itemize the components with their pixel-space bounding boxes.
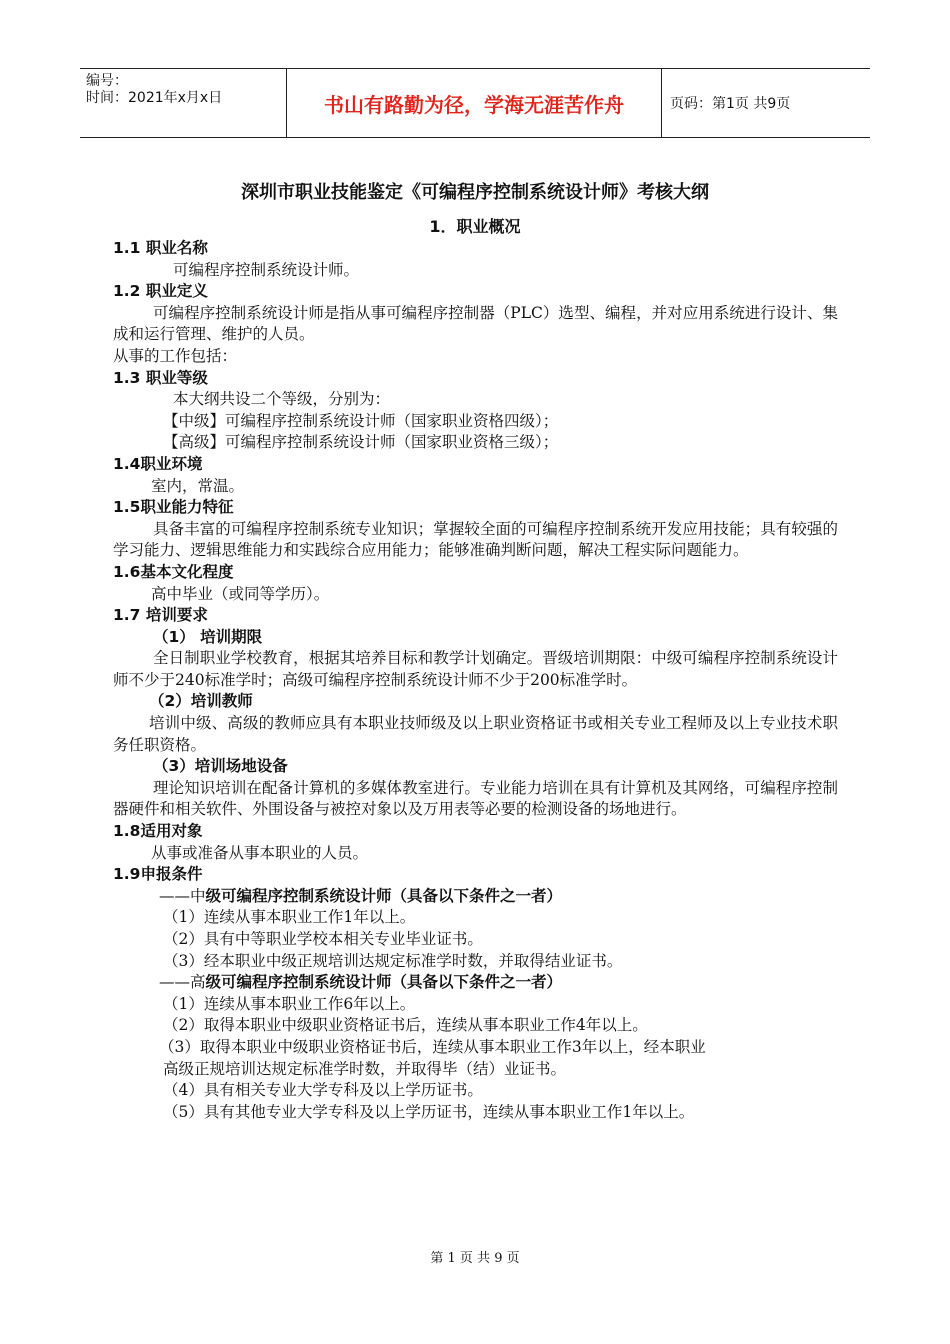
paragraph: 培训中级、高级的教师应具有本职业技师级及以上职业资格证书或相关专业工程师及以上专业技术职务任职资格。 [113,714,838,754]
list-item: （5）具有其他专业大学专科及以上学历证书，连续从事本职业工作1年以上。 [163,1102,695,1121]
list-item: （2）具有中等职业学校本相关专业毕业证书。 [163,930,483,948]
page-label: 页码：第1页 共9页 [670,96,791,112]
heading-1-9: 1.9申报条件 [113,865,203,884]
paragraph: 可编程序控制系统设计师。 [173,260,360,279]
section-title: 1．职业概况 [429,217,521,236]
number-label: 编号： [86,73,128,89]
list-item: （4）具有相关专业大学专科及以上学历证书。 [163,1081,483,1100]
paragraph: 室内，常温。 [151,476,245,495]
document-body [113,238,838,1123]
subheading: （1） 培训期限 [153,627,263,646]
list-item: （1）连续从事本职业工作6年以上。 [163,994,416,1013]
subheading: （2）培训教师 [149,692,253,711]
heading-1-8: 1.8适用对象 [113,822,203,841]
motto: 书山有路勤为径，学海无涯苦作舟 [286,69,662,137]
condition-heading-mid [113,886,838,908]
dash-prefix: ——中 [159,886,206,905]
heading-1-2: 1.2 职业定义 [113,282,208,301]
list-item-continuation: 高级正规培训达规定标准学时数，并取得毕（结）业证书。 [163,1059,567,1078]
heading-1-1: 1.1 职业名称 [113,239,208,257]
list-item: （1）连续从事本职业工作1年以上。 [163,908,416,927]
paragraph: 具备丰富的可编程序控制系统专业知识；掌握较全面的可编程序控制系统开发应用技能；具有较强的学习能力、逻辑思维能力和实践综合应用能力；能够准确判断问题，解决工程实际问题能力。 [113,519,838,560]
paragraph: 高中毕业（或同等学历）。 [151,584,330,603]
list-item: 【高级】可编程序控制系统设计师（国家职业资格三级）； [163,433,559,452]
subheading: （3）培训场地设备 [153,757,288,776]
dash-prefix: ——高 [159,973,206,992]
paragraph: 从事的工作包括： [113,346,238,365]
page-header [80,68,870,138]
document-title: 深圳市职业技能鉴定《可编程序控制系统设计师》考核大纲 [241,182,709,203]
list-item: （3）取得本职业中级职业资格证书后，连续从事本职业工作3年以上，经本职业 [159,1037,706,1056]
list-item: （3）经本职业中级正规培训达规定标准学时数，并取得结业证书。 [163,951,623,970]
condition-title: 级可编程序控制系统设计师（具备以下条件之一者） [205,973,563,992]
heading-1-4: 1.4职业环境 [113,454,203,473]
page-footer: 第 1 页 共 9 页 [430,1251,520,1266]
condition-title: 级可编程序控制系统设计师（具备以下条件之一者） [205,886,563,905]
condition-heading-high [113,972,838,994]
list-item: （2）取得本职业中级职业资格证书后，连续从事本职业工作4年以上。 [163,1016,648,1035]
header-meta [80,69,286,137]
heading-1-3: 1.3 职业等级 [113,368,208,387]
heading-1-6: 1.6基本文化程度 [113,562,234,581]
list-item: 【中级】可编程序控制系统设计师（国家职业资格四级）； [163,411,559,430]
paragraph: 理论知识培训在配备计算机的多媒体教室进行。专业能力培训在具有计算机及其网络，可编程序控制器硬件和相关软件、外围设备与被控对象以及万用表等必要的检测设备的场地进行。 [113,778,838,819]
paragraph: 可编程序控制系统设计师是指从事可编程序控制器（PLC）选型、编程，并对应用系统进行设计、集成和运行管理、维护的人员。 [113,303,838,344]
paragraph: 本大纲共设二个等级，分别为： [173,390,391,409]
heading-1-7: 1.7 培训要求 [113,606,208,625]
date-label: 时间：2021年x月x日 [86,90,223,106]
heading-1-5: 1.5职业能力特征 [113,498,234,517]
paragraph: 全日制职业学校教育，根据其培养目标和教学计划确定。晋级培训期限：中级可编程序控制系统设计师不少于240标准学时；高级可编程序控制系统设计师不少于200标准学时。 [113,649,838,689]
paragraph: 从事或准备从事本职业的人员。 [151,843,369,862]
